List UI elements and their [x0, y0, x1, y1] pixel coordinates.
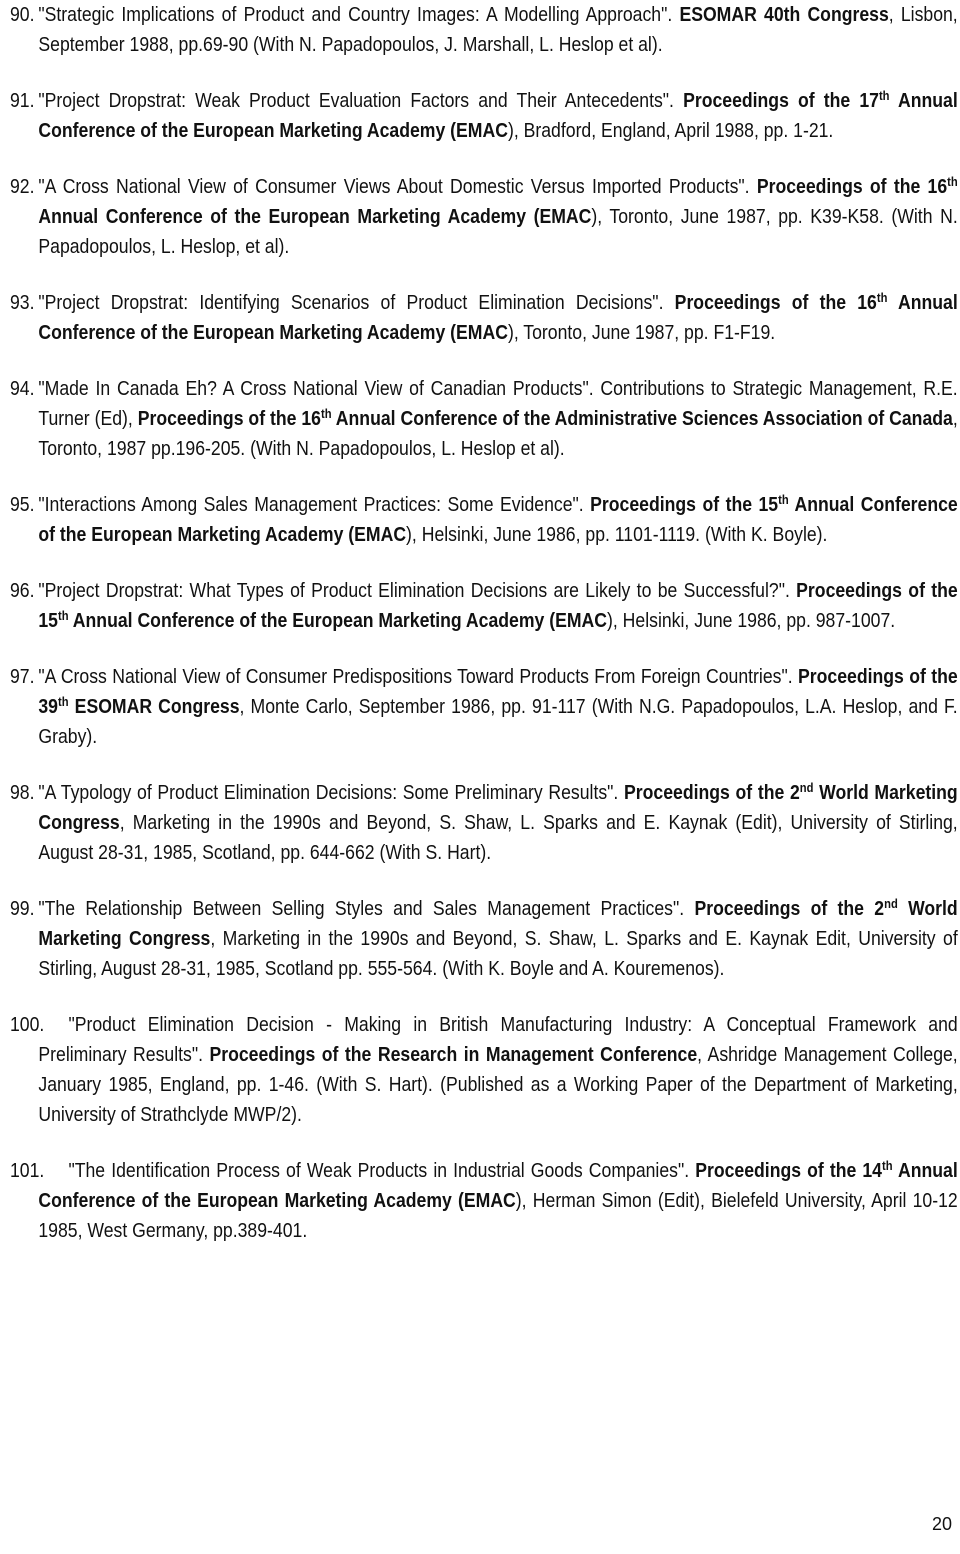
- citation-text: ), Herman Simon (Edit), Bielefeld University, April 10-12 1985, West Germany, pp.389-401.: [38, 1189, 958, 1242]
- publication-entry: [10, 172, 958, 262]
- entry-number: 97.: [10, 665, 35, 688]
- venue-text: Annual Conference of the European Marketing Academy (EMAC: [68, 609, 608, 632]
- citation-text: "Project Dropstrat: Weak Product Evaluation Factors and Their Antecedents".: [38, 89, 684, 112]
- citation-text: "Product Elimination Decision - Making in British Manufacturing Industry: A Conceptual Framework and Preliminary Results".: [38, 1013, 958, 1066]
- document-page: [10, 0, 958, 1246]
- citation-text: ), Helsinki, June 1986, pp. 1101-1119. (With K. Boyle).: [406, 523, 828, 546]
- citation-text: , Ashridge Management College, January 1985, England, pp. 1-46. (With S. Hart). (Published as a Working Paper of the Department of Marketing, University of Strathclyde MWP/2).: [38, 1043, 958, 1126]
- citation-text: "Made In Canada Eh? A Cross National View of Canadian Products". Contributions to Strategic Management, R.E. Turner (Ed),: [38, 377, 958, 430]
- publication-entry: [10, 86, 958, 146]
- publication-entry: [10, 374, 958, 464]
- citation-text: "Strategic Implications of Product and Country Images: A Modelling Approach".: [38, 3, 680, 26]
- entry-gap: [10, 1130, 958, 1156]
- page-number: 20: [931, 1514, 952, 1534]
- entry-number: 96.: [10, 579, 35, 602]
- entry-number: 100.: [10, 1013, 45, 1036]
- citation-text: "Interactions Among Sales Management Practices: Some Evidence".: [38, 493, 591, 516]
- venue-text: Proceedings of the 16: [137, 407, 321, 430]
- ordinal-suffix: th: [57, 608, 69, 623]
- venue-text: Annual Conference of the European Marketing Academy (EMAC: [38, 291, 958, 344]
- citation-text: , Lisbon, September 1988, pp.69-90 (With N. Papadopoulos, J. Marshall, L. Heslop et al).: [38, 3, 958, 56]
- ordinal-suffix: th: [778, 492, 789, 507]
- citation-text: , Monte Carlo, September 1986, pp. 91-117 (With N.G. Papadopoulos, L.A. Heslop, and F. Graby).: [38, 695, 958, 748]
- venue-text: Proceedings of the 2: [694, 897, 885, 920]
- entry-gap: [10, 146, 958, 172]
- ordinal-suffix: th: [320, 406, 332, 421]
- ordinal-suffix: th: [876, 290, 888, 305]
- venue-text: Annual Conference of the European Marketing Academy (EMAC: [38, 493, 958, 546]
- ordinal-suffix: nd: [884, 896, 898, 911]
- citation-text: "Project Dropstrat: Identifying Scenarios of Product Elimination Decisions".: [38, 291, 675, 314]
- entry-gap: [10, 60, 958, 86]
- entry-gap: [10, 464, 958, 490]
- publication-entry: [10, 0, 958, 60]
- citation-text: ), Toronto, June 1987, pp. K39-K58. (With N. Papadopoulos, L. Heslop, et al).: [38, 205, 958, 258]
- entry-number: 95.: [10, 493, 35, 516]
- citation-text: , Marketing in the 1990s and Beyond, S. Shaw, L. Sparks and E. Kaynak (Edit), University of Stirling, August 28-31, 1985, Scotland, pp. 644-662 (With S. Hart).: [38, 811, 958, 864]
- citation-text: "A Cross National View of Consumer Predispositions Toward Products From Foreign Countries".: [38, 665, 799, 688]
- citation-text: "Project Dropstrat: What Types of Product Elimination Decisions are Likely to be Successful?".: [38, 579, 797, 602]
- entry-number: 101.: [10, 1159, 45, 1182]
- venue-text: Proceedings of the 17: [683, 89, 879, 112]
- publication-entry: [10, 288, 958, 348]
- citation-text: "The Identification Process of Weak Products in Industrial Goods Companies".: [68, 1159, 696, 1182]
- entry-number: 94.: [10, 377, 35, 400]
- venue-text: ESOMAR Congress: [68, 695, 240, 718]
- citation-text: "The Relationship Between Selling Styles and Sales Management Practices".: [38, 897, 695, 920]
- venue-text: World Marketing Congress: [38, 781, 958, 834]
- ordinal-suffix: th: [878, 88, 890, 103]
- entry-gap: [10, 550, 958, 576]
- publication-entry: [10, 490, 958, 550]
- venue-text: Annual Conference of the European Marketing Academy (EMAC: [38, 205, 592, 228]
- publication-entry: [10, 576, 958, 636]
- entry-gap: [10, 262, 958, 288]
- venue-text: Proceedings of the 15: [38, 579, 958, 632]
- entry-gap: [10, 752, 958, 778]
- entry-gap: [10, 868, 958, 894]
- publication-entry: [10, 778, 958, 868]
- entry-number: 98.: [10, 781, 35, 804]
- publication-entry: [10, 1156, 958, 1246]
- citation-text: ), Bradford, England, April 1988, pp. 1-21.: [507, 119, 834, 142]
- publication-list: [10, 0, 958, 1246]
- entry-gap: [10, 636, 958, 662]
- venue-text: Proceedings of the 2: [624, 781, 800, 804]
- venue-text: Proceedings of the 14: [695, 1159, 882, 1182]
- ordinal-suffix: th: [57, 694, 69, 709]
- citation-text: ), Helsinki, June 1986, pp. 987-1007.: [607, 609, 896, 632]
- publication-entry: [10, 894, 958, 984]
- venue-text: Proceedings of the 16: [756, 175, 948, 198]
- entry-number: 91.: [10, 89, 35, 112]
- citation-text: "A Cross National View of Consumer Views About Domestic Versus Imported Products".: [38, 175, 757, 198]
- venue-text: Annual Conference of the European Marketing Academy (EMAC: [38, 1159, 958, 1212]
- venue-text: Proceedings of the 15: [590, 493, 779, 516]
- citation-text: , Marketing in the 1990s and Beyond, S. Shaw, L. Sparks and E. Kaynak Edit, University of Stirling, August 28-31, 1985, Scotland pp. 555-564. (With K. Boyle and A. Kouremenos).: [38, 927, 958, 980]
- entry-number: 92.: [10, 175, 35, 198]
- entry-number: 99.: [10, 897, 35, 920]
- venue-text: Annual Conference of the Administrative Sciences Association of Canada: [331, 407, 953, 430]
- entry-gap: [10, 984, 958, 1010]
- venue-text: ESOMAR 40th Congress: [679, 3, 889, 26]
- ordinal-suffix: th: [947, 174, 958, 189]
- venue-text: Annual Conference of the European Marketing Academy (EMAC: [38, 89, 958, 142]
- venue-text: Proceedings of the Research in Management Conference: [209, 1043, 698, 1066]
- ordinal-suffix: th: [881, 1158, 893, 1173]
- entry-gap: [10, 348, 958, 374]
- publication-entry: [10, 1010, 958, 1130]
- venue-text: Proceedings of the 16: [674, 291, 877, 314]
- citation-text: "A Typology of Product Elimination Decisions: Some Preliminary Results".: [38, 781, 625, 804]
- entry-number: 93.: [10, 291, 35, 314]
- ordinal-suffix: nd: [799, 780, 814, 795]
- publication-entry: [10, 662, 958, 752]
- venue-text: World Marketing Congress: [38, 897, 958, 950]
- entry-number: 90.: [10, 3, 35, 26]
- citation-text: ), Toronto, June 1987, pp. F1-F19.: [507, 321, 776, 344]
- venue-text: Proceedings of the 39: [38, 665, 958, 718]
- citation-text: , Toronto, 1987 pp.196-205. (With N. Papadopoulos, L. Heslop et al).: [38, 407, 958, 460]
